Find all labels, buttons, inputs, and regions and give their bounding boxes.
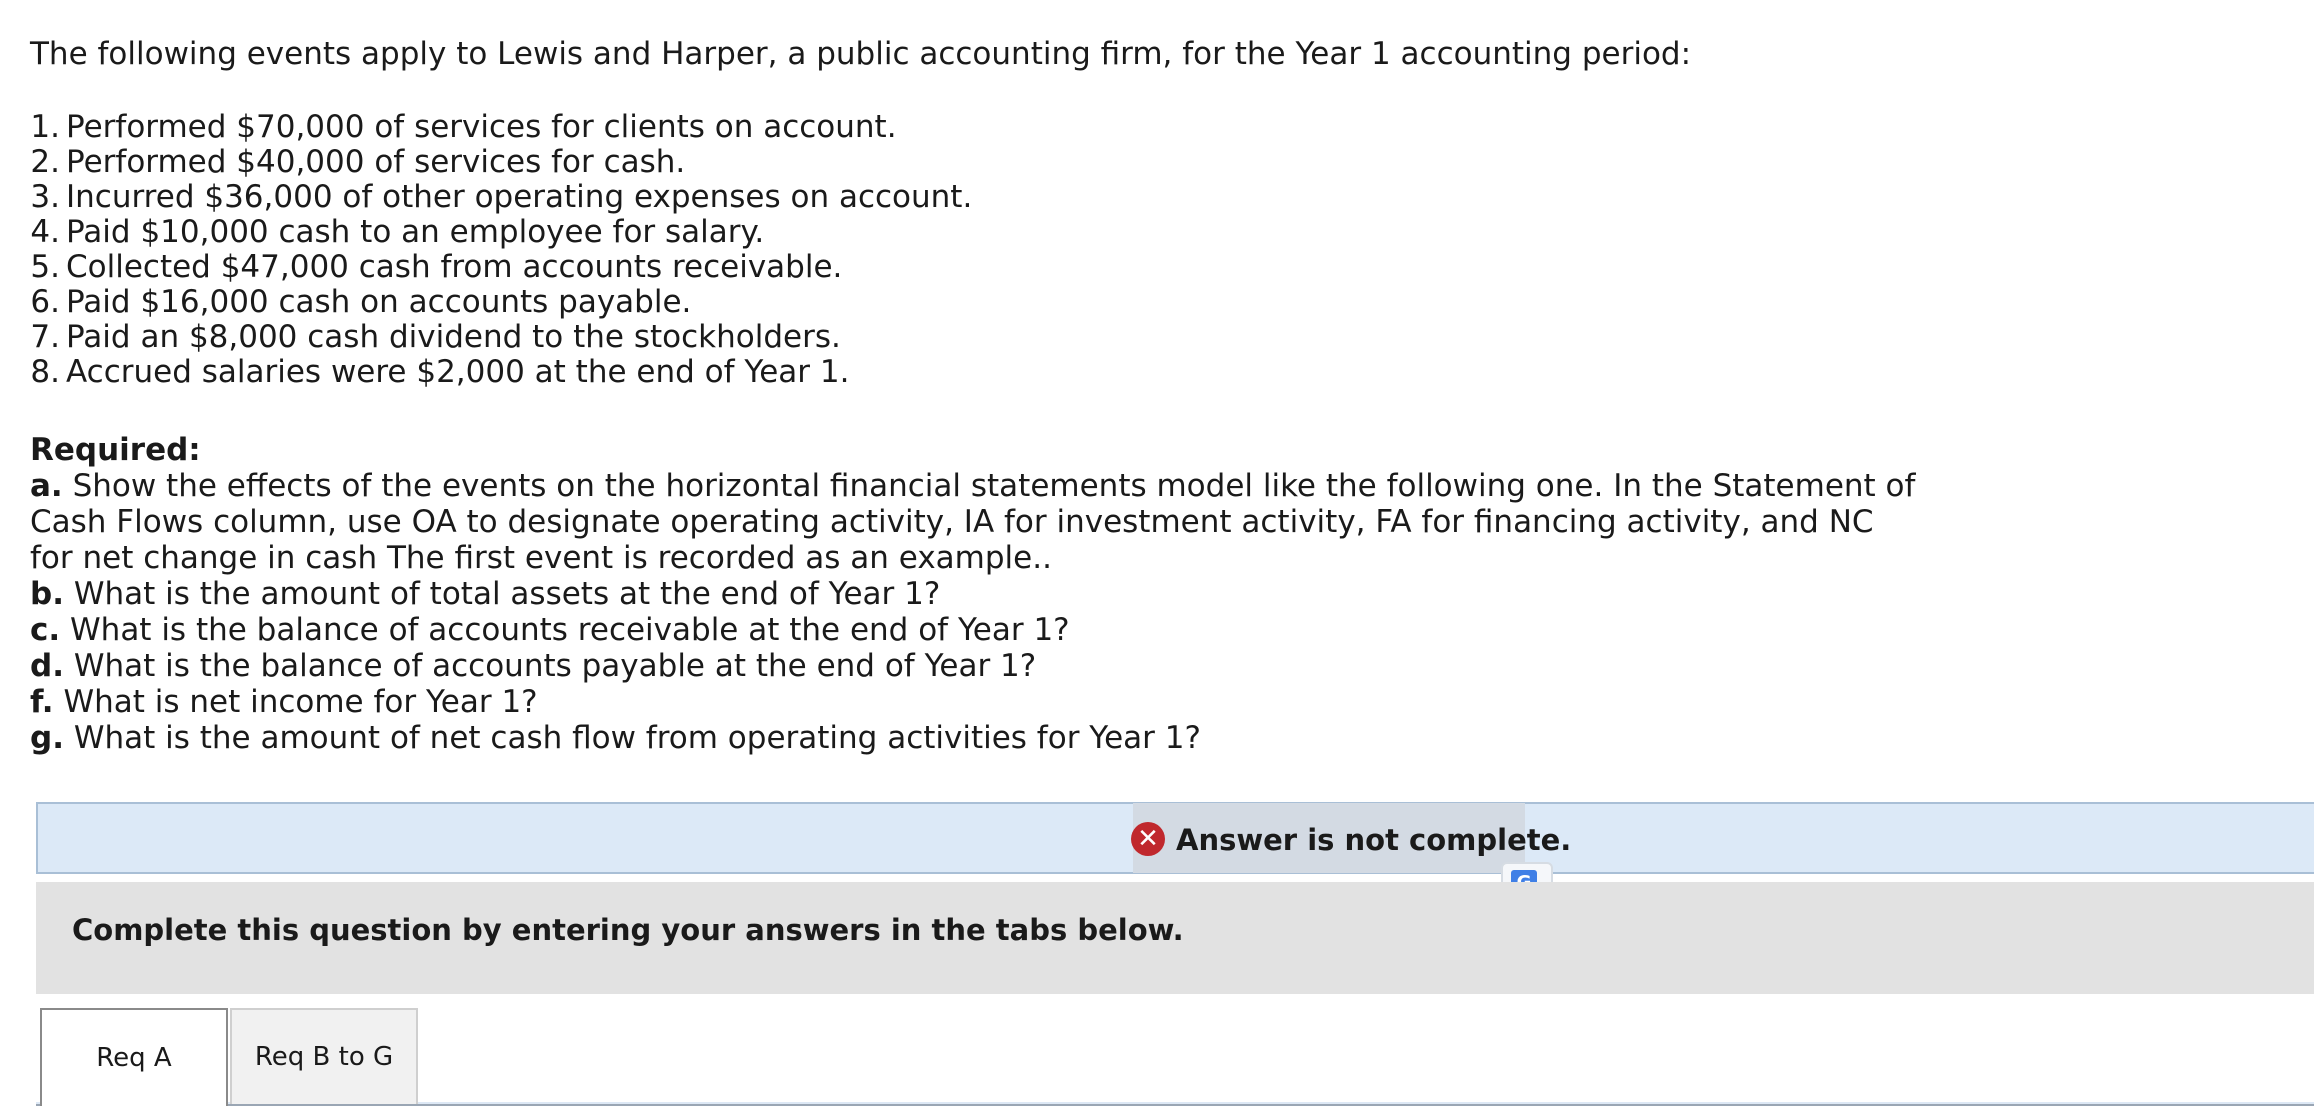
event-text: Paid an $8,000 cash dividend to the stockholders. — [66, 319, 841, 355]
list-item — [22, 180, 972, 215]
list-item — [22, 250, 972, 285]
required-letter: c. — [30, 612, 61, 648]
instruction-text: Complete this question by entering your answers in the tabs below. — [72, 913, 1184, 947]
required-text: What is the balance of accounts payable at the end of Year 1? — [73, 648, 1037, 684]
event-number: 2. — [30, 144, 60, 180]
list-item — [22, 215, 972, 250]
tab-req-a[interactable]: Req A — [40, 1008, 228, 1106]
list-item — [22, 355, 972, 390]
required-item-g — [30, 720, 1920, 756]
required-text: What is net income for Year 1? — [63, 684, 538, 720]
required-letter: a. — [30, 468, 63, 504]
required-item-b — [30, 576, 1920, 612]
required-heading: Required: — [30, 432, 201, 468]
problem-intro: The following events apply to Lewis and Harper, a public accounting firm, for the Year 1 accounting period: — [30, 36, 1692, 72]
required-text: What is the balance of accounts receivable at the end of Year 1? — [70, 612, 1070, 648]
required-item-c — [30, 612, 1920, 648]
required-letter: b. — [30, 576, 64, 612]
event-text: Accrued salaries were $2,000 at the end of Year 1. — [66, 354, 850, 390]
answer-status-text: Answer is not complete. — [1176, 823, 1572, 857]
list-item — [22, 320, 972, 355]
required-text: Show the effects of the events on the horizontal financial statements model like the following one. In the Statement of Cash Flows column, use OA to designate operating activity, IA for investment activity, FA for financing activity, and NC for net change in cash The first event is recorded as an example.. — [30, 468, 1916, 576]
event-number: 4. — [30, 214, 60, 250]
x-circle-icon: ✕ — [1131, 822, 1165, 856]
event-number: 5. — [30, 249, 60, 285]
required-text: What is the amount of net cash flow from operating activities for Year 1? — [73, 720, 1201, 756]
event-text: Paid $10,000 cash to an employee for salary. — [66, 214, 765, 250]
event-number: 3. — [30, 179, 60, 215]
required-item-d — [30, 648, 1920, 684]
list-item — [22, 285, 972, 320]
event-number: 6. — [30, 284, 60, 320]
event-text: Collected $47,000 cash from accounts receivable. — [66, 249, 843, 285]
required-letter: d. — [30, 648, 64, 684]
list-item — [22, 145, 972, 180]
event-text: Performed $70,000 of services for clients on account. — [66, 109, 897, 145]
event-number: 7. — [30, 319, 60, 355]
list-item — [22, 110, 972, 145]
tab-req-b-to-g[interactable]: Req B to G — [230, 1008, 418, 1104]
required-text: What is the amount of total assets at the end of Year 1? — [73, 576, 941, 612]
required-item-f — [30, 684, 1920, 720]
event-text: Performed $40,000 of services for cash. — [66, 144, 686, 180]
event-text: Incurred $36,000 of other operating expenses on account. — [66, 179, 973, 215]
required-section — [30, 432, 1920, 756]
event-number: 8. — [30, 354, 60, 390]
required-letter: f. — [30, 684, 54, 720]
required-letter: g. — [30, 720, 64, 756]
event-number: 1. — [30, 109, 60, 145]
required-item-a — [30, 468, 1920, 576]
events-list — [22, 110, 972, 390]
event-text: Paid $16,000 cash on accounts payable. — [66, 284, 692, 320]
